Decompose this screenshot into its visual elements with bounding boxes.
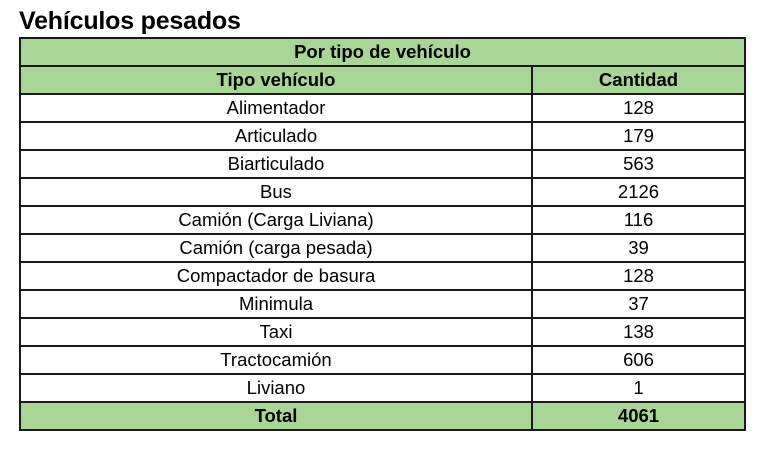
cell-tipo: Biarticulado (20, 150, 532, 178)
cell-tipo: Camión (carga pesada) (20, 234, 532, 262)
table-row (20, 318, 745, 346)
cell-cantidad: 1 (532, 374, 745, 402)
cell-cantidad: 116 (532, 206, 745, 234)
cell-tipo: Tractocamión (20, 346, 532, 374)
cell-cantidad: 2126 (532, 178, 745, 206)
table-row (20, 178, 745, 206)
page-title: Vehículos pesados (19, 7, 241, 35)
table-row (20, 234, 745, 262)
cell-cantidad: 128 (532, 262, 745, 290)
table-row (20, 290, 745, 318)
table-row (20, 206, 745, 234)
table-row (20, 150, 745, 178)
column-header-cantidad: Cantidad (532, 66, 745, 94)
cell-tipo: Liviano (20, 374, 532, 402)
table-row (20, 94, 745, 122)
cell-tipo: Articulado (20, 122, 532, 150)
cell-tipo: Bus (20, 178, 532, 206)
group-header: Por tipo de vehículo (20, 38, 745, 66)
vehicle-type-table (19, 37, 746, 431)
total-value: 4061 (532, 402, 745, 430)
table-row (20, 374, 745, 402)
cell-tipo: Minimula (20, 290, 532, 318)
column-header-row (20, 66, 745, 94)
cell-cantidad: 606 (532, 346, 745, 374)
total-label: Total (20, 402, 532, 430)
cell-tipo: Alimentador (20, 94, 532, 122)
cell-cantidad: 37 (532, 290, 745, 318)
cell-tipo: Camión (Carga Liviana) (20, 206, 532, 234)
table-row (20, 346, 745, 374)
cell-cantidad: 563 (532, 150, 745, 178)
column-header-tipo: Tipo vehículo (20, 66, 532, 94)
table-row (20, 122, 745, 150)
cell-tipo: Taxi (20, 318, 532, 346)
cell-cantidad: 138 (532, 318, 745, 346)
table-row (20, 262, 745, 290)
cell-cantidad: 128 (532, 94, 745, 122)
cell-cantidad: 179 (532, 122, 745, 150)
total-row (20, 402, 745, 430)
group-header-row (20, 38, 745, 66)
cell-cantidad: 39 (532, 234, 745, 262)
cell-tipo: Compactador de basura (20, 262, 532, 290)
